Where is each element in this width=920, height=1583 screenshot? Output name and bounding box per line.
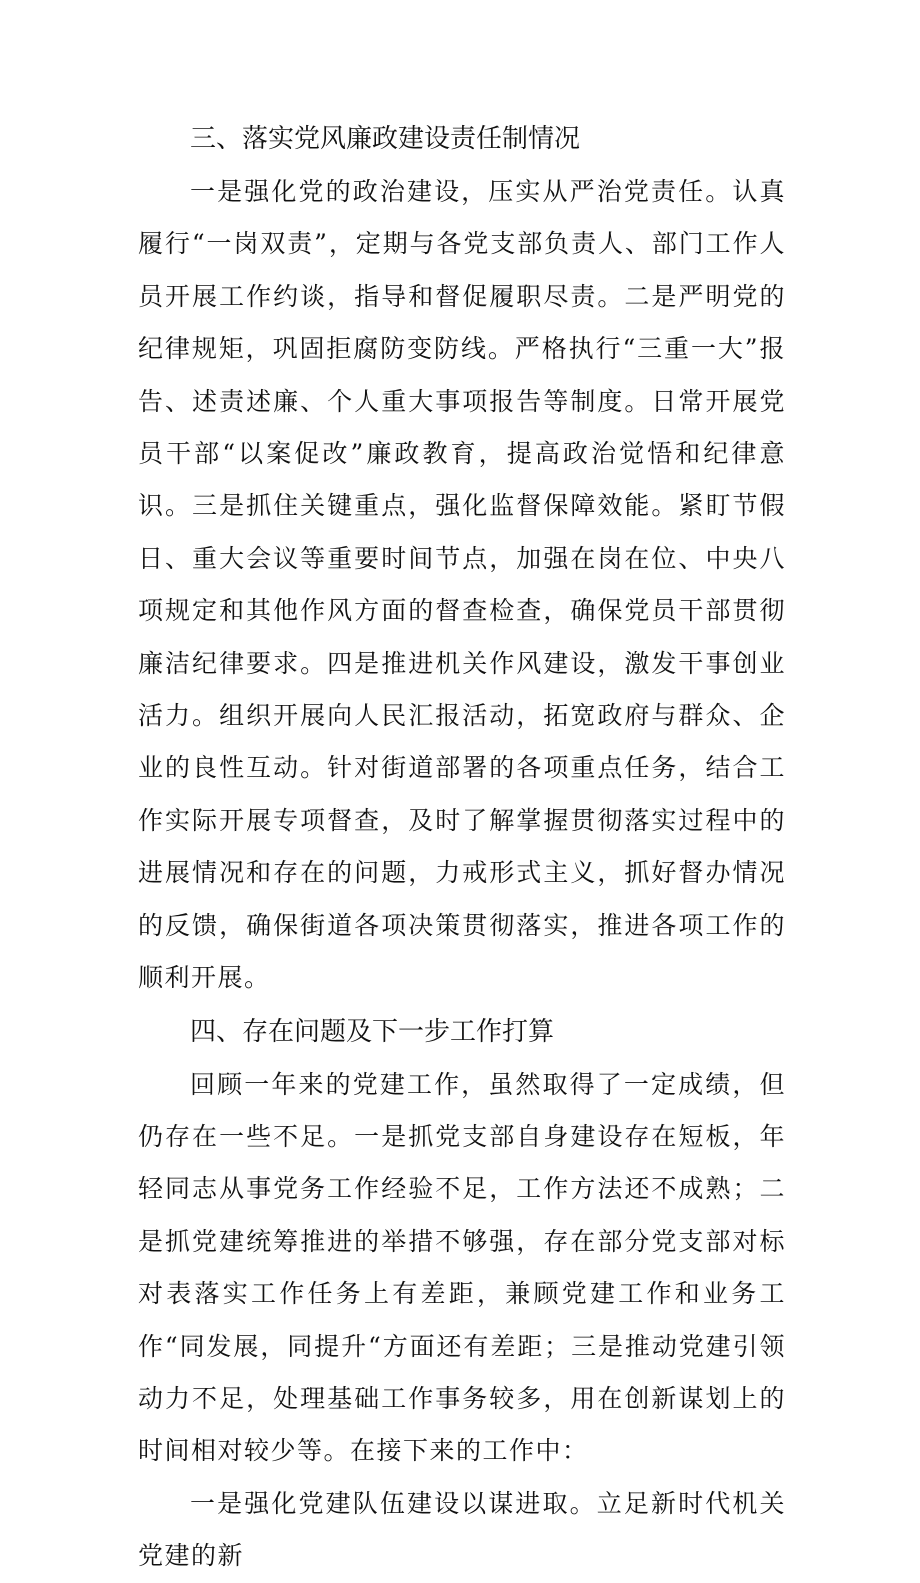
section-3-paragraph: 一是强化党的政治建设，压实从严治党责任。认真履行“一岗双责”，定期与各党支部负责人、部门工作人员开展工作约谈，指导和督促履职尽责。二是严明党的纪律规矩，巩固拒腐防变防线。严格执行“三重一大”报告、述责述廉、个人重大事项报告等制度。日常开展党员干部“以案促改”廉政教育，提高政治觉悟和纪律意识。三是抓住关键重点，强化监督保障效能。紧盯节假日、重大会议等重要时间节点，加强在岗在位、中央八项规定和其他作风方面的督查检查，确保党员干部贯彻廉洁纪律要求。四是推进机关作风建设，激发干事创业活力。组织开展向人民汇报活动，拓宽政府与群众、企业的良性互动。针对街道部署的各项重点任务，结合工作实际开展专项督查，及时了解掌握贯彻落实过程中的进展情况和存在的问题，力戒形式主义，抓好督办情况的反馈，确保街道各项决策贯彻落实，推进各项工作的顺利开展。 [138, 177, 786, 993]
section-4-paragraph-1: 回顾一年来的党建工作，虽然取得了一定成绩，但仍存在一些不足。一是抓党支部自身建设存在短板，年轻同志从事党务工作经验不足，工作方法还不成熟；二是抓党建统筹推进的举措不够强，存在部分党支部对标对表落实工作任务上有差距，兼顾党建工作和业务工作“同发展，同提升“方面还有差距；三是推动党建引领动力不足，处理基础工作事务较多，用在创新谋划上的时间相对较少等。在接下来的工作中： [138, 1069, 786, 1466]
section-3-heading: 三、落实党风廉政建设责任制情况 [190, 124, 581, 154]
section-4-heading: 四、存在问题及下一步工作打算 [190, 1016, 555, 1047]
section-4-paragraph-2: 一是强化党建队伍建设以谋进取。立足新时代机关党建的新 [138, 1488, 786, 1571]
document-body [138, 112, 786, 1583]
